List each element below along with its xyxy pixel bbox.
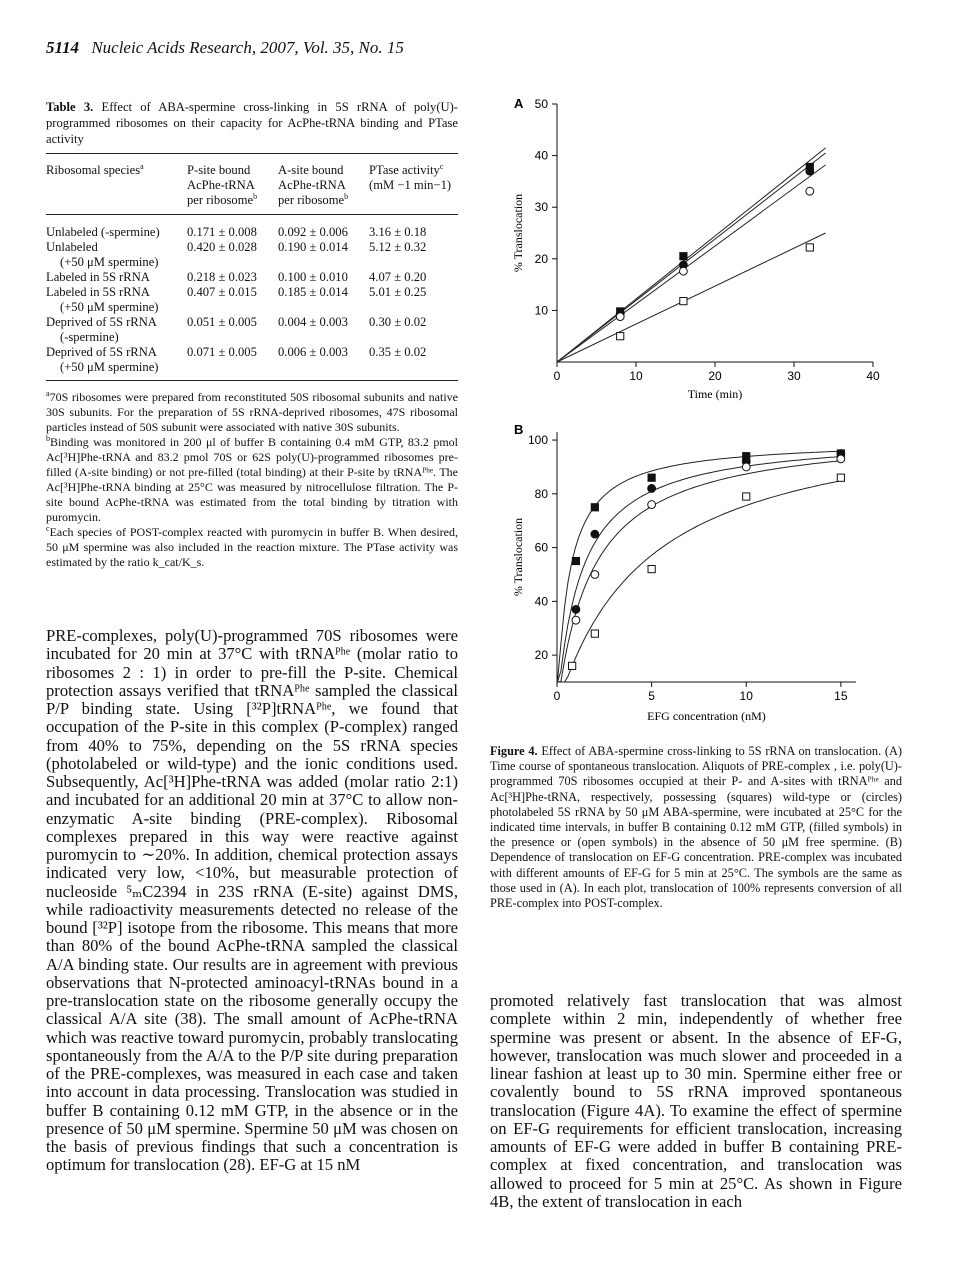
panel-label: A [514, 96, 524, 111]
panel-label: B [514, 422, 524, 437]
data-point-filled-circle [591, 530, 599, 538]
column-header-p-site: P-site bound AcPhe-tRNA per ribosome$^b$ [187, 163, 258, 207]
figure-4a-chart [500, 92, 900, 414]
journal-citation: Nucleic Acids Research, 2007, Vol. 35, No. 15 [91, 38, 404, 57]
x-tick-label: 0 [553, 369, 561, 383]
x-tick-label: 40 [866, 369, 880, 383]
x-axis-label: Time (min) [687, 387, 743, 401]
data-point-open-circle [806, 187, 814, 195]
table-caption-text: Effect of ABA-spermine cross-linking in 5S rRNA of poly(U)-programmed ribosomes on their capacity for AcPhe-tRNA binding and PTase activity [46, 100, 458, 146]
data-point-open-square [591, 630, 598, 637]
x-tick-label: 10 [739, 689, 753, 703]
data-point-filled-square [572, 557, 579, 564]
fit-line-filled-circle [557, 153, 826, 362]
data-point-filled-square [680, 253, 687, 260]
data-point-open-square [743, 493, 750, 500]
table-bottom-rule [46, 380, 458, 381]
data-point-open-square [680, 298, 687, 305]
body-text-right: promoted relatively fast translocation that was almost complete within 2 min, independently of whether free spermine was present or absent. In the absence of EF-G, however, translocation was much slower and proceeded in a linear fashion at least up to 30 min. Spermine either free or covalently bound to 5S rRNA improved spontaneous translocation (Figure 4A). To examine the effect of spermine on EF-G requirements for efficient translocation, increasing amounts of EF-G were added in buffer B containing PRE-complex at fixed concentration, and translocation was allowed to proceed for 5 min at 25°C. As shown in Figure 4B, the extent of translocation in each [490, 991, 902, 1211]
footnote-a: $^a$70S ribosomes were prepared from reconstituted 50S ribosomal subunits and native 30S subunits. For the preparation of 5S rRNA-deprived ribosomes, 47S ribosomal particles instead of 50S subunit were associated with native 30S subunits. [46, 389, 458, 434]
data-point-open-square [617, 333, 624, 340]
fit-line-open-square [557, 233, 826, 362]
y-tick-label: 40 [534, 594, 548, 609]
fit-curve-open-circle [557, 461, 841, 682]
data-point-open-circle [742, 463, 750, 471]
y-tick-label: 60 [534, 540, 548, 555]
page-number: 5114 [46, 38, 80, 57]
figure-label: Figure 4. [490, 744, 538, 758]
fit-curve-open-square [557, 481, 841, 682]
y-tick-label: 20 [534, 251, 548, 266]
y-tick-label: 40 [534, 148, 548, 163]
data-point-open-circle [572, 616, 580, 624]
x-tick-label: 30 [787, 369, 801, 383]
table-label: Table 3. [46, 100, 94, 114]
table-header-rule [46, 214, 458, 215]
data-point-open-square [569, 662, 576, 669]
running-header [46, 38, 404, 58]
x-tick-label: 0 [553, 689, 561, 703]
x-tick-label: 20 [708, 369, 722, 383]
x-tick-label: 15 [834, 689, 848, 703]
data-point-open-square [806, 244, 813, 251]
figure-4b-chart [500, 418, 900, 738]
x-tick-label: 10 [629, 369, 643, 383]
data-point-open-square [837, 474, 844, 481]
column-header-ptase: PTase activity$^c$ (mM −1 min−1) [369, 161, 452, 192]
data-point-open-circle [591, 571, 599, 579]
table-footnotes [46, 390, 458, 570]
table-caption [46, 99, 458, 147]
y-tick-label: 20 [534, 648, 548, 663]
figure-caption-text: Effect of ABA-spermine cross-linking to 5S rRNA on translocation. (A) Time course of spontaneous translocation. Aliquots of PRE-complex , i.e. poly(U)-programmed 70S ribosomes occupied at their P- and A-sites with tRNAᴾʰᵉ and Ac[³H]Phe-tRNA, respectively, possessing (squares) wild-type or (circles) photolabeled 5S rRNA by 50 μM ABA-spermine, were incubated at 25°C for the indicated time intervals, in buffer B containing 0.12 mM GTP, (filled symbols) in the presence or (open symbols) in the absence of 50 μM free spermine. (B) Dependence of translocation on EF-G concentration. PRE-complex was incubated with different amounts of EF-G for 5 min at 25°C. The symbols are the same as those used in (A). In each plot, translocation of 100% represents conversion of all PRE-complex into POST-complex. [490, 744, 902, 911]
figure-caption [490, 744, 902, 911]
y-axis-label: % Translocation [511, 517, 525, 597]
data-point-filled-circle [648, 485, 656, 493]
y-tick-label: 50 [534, 97, 548, 111]
column-header-a-site: A-site bound AcPhe-tRNA per ribosome$^b$ [278, 163, 349, 207]
data-point-open-circle [648, 501, 656, 509]
data-point-filled-square [591, 504, 598, 511]
data-point-filled-circle [806, 167, 814, 175]
column-header-species: Ribosomal species$^a$ [46, 161, 144, 177]
fit-line-open-circle [557, 165, 826, 362]
y-axis-label: % Translocation [511, 193, 525, 273]
data-point-filled-circle [572, 606, 580, 614]
body-text-left: PRE-complexes, poly(U)-programmed 70S ribosomes were incubated for 20 min at 37°C with tRNAᴾʰᵉ (molar ratio to ribosomes 2 : 1) in order to pre-fill the P-site. Chemical protection assays verified that tRNAᴾʰᵉ sampled the classical P/P binding state. Using [³²P]tRNAᴾʰᵉ, we found that occupation of the P-site in this complex (P-complex) ranged from 40% to 75%, depending on the 5S rRNA species (photolabeled or wild-type) and the ionic conditions used. Subsequently, Ac[³H]Phe-tRNA was added (molar ratio 2:1) and incubated for an additional 20 min at 37°C to allow non-enzymatic A-site binding (PRE-complex). Ribosomal complexes prepared in this way were reactive against puromycin to ∼20%. In addition, chemical protection assays indicated very low, <10%, but measurable protection of nucleoside ⁵ₘC2394 in 23S rRNA (E-site) against DMS, while radioactivity measurements detected no release of the bound [³²P] isotope from the ribosome. This means that more than 80% of the bound AcPhe-tRNA sampled the classical A/A binding state. Our results are in agreement with previous observations that N-protected aminoacyl-tRNAs bound in a pre-translocation state on the ribosome generally occupy the classical A/A site (38). The small amount of AcPhe-tRNA which was reactive toward puromycin, probably translocating spontaneously from the A/A to the P/P site during preparation of the PRE-complexes, was measured in each case and taken into account in data processing. Translocation was studied in buffer B containing 0.12 mM GTP, in the absence or in the presence of 50 μM spermine. Spermine 50 μM was chosen on the basis of previous findings that such a concentration is optimum for translocation (28). EF-G at 15 nM [46, 626, 458, 1175]
data-point-filled-square [648, 474, 655, 481]
x-axis-label: EFG concentration (nM) [647, 709, 766, 723]
table-top-rule [46, 153, 458, 154]
fit-line-filled-square [557, 148, 826, 362]
x-tick-label: 5 [648, 689, 655, 703]
y-tick-label: 100 [527, 433, 548, 448]
y-tick-label: 30 [534, 200, 548, 215]
data-point-open-circle [837, 455, 845, 463]
footnote-c: $^c$Each species of POST-complex reacted with puromycin in buffer B. When desired, 50 μM spermine was also included in the reaction mixture. The PTase activity was estimated by the ratio k_cat/K_s. [46, 524, 458, 569]
data-point-open-circle [616, 313, 624, 321]
footnote-b: $^b$Binding was monitored in 200 μl of buffer B containing 0.4 mM GTP, 83.2 pmol Ac[³H]Phe-tRNA and 83.2 pmol 70S or 62S poly(U)-programmed ribosomes pre-filled (A-site binding) or not pre-filled (total binding) at their P-site by tRNAᴾʰᵉ. The Ac[³H]Phe-tRNA binding at 25°C was measured by nitrocellulose filtration. The P-site bound AcPhe-tRNA was estimated from the total binding by titration with puromycin. [46, 434, 458, 524]
y-tick-label: 80 [534, 486, 548, 501]
y-tick-label: 10 [534, 303, 548, 318]
data-point-open-circle [680, 267, 688, 275]
data-point-open-square [648, 565, 655, 572]
